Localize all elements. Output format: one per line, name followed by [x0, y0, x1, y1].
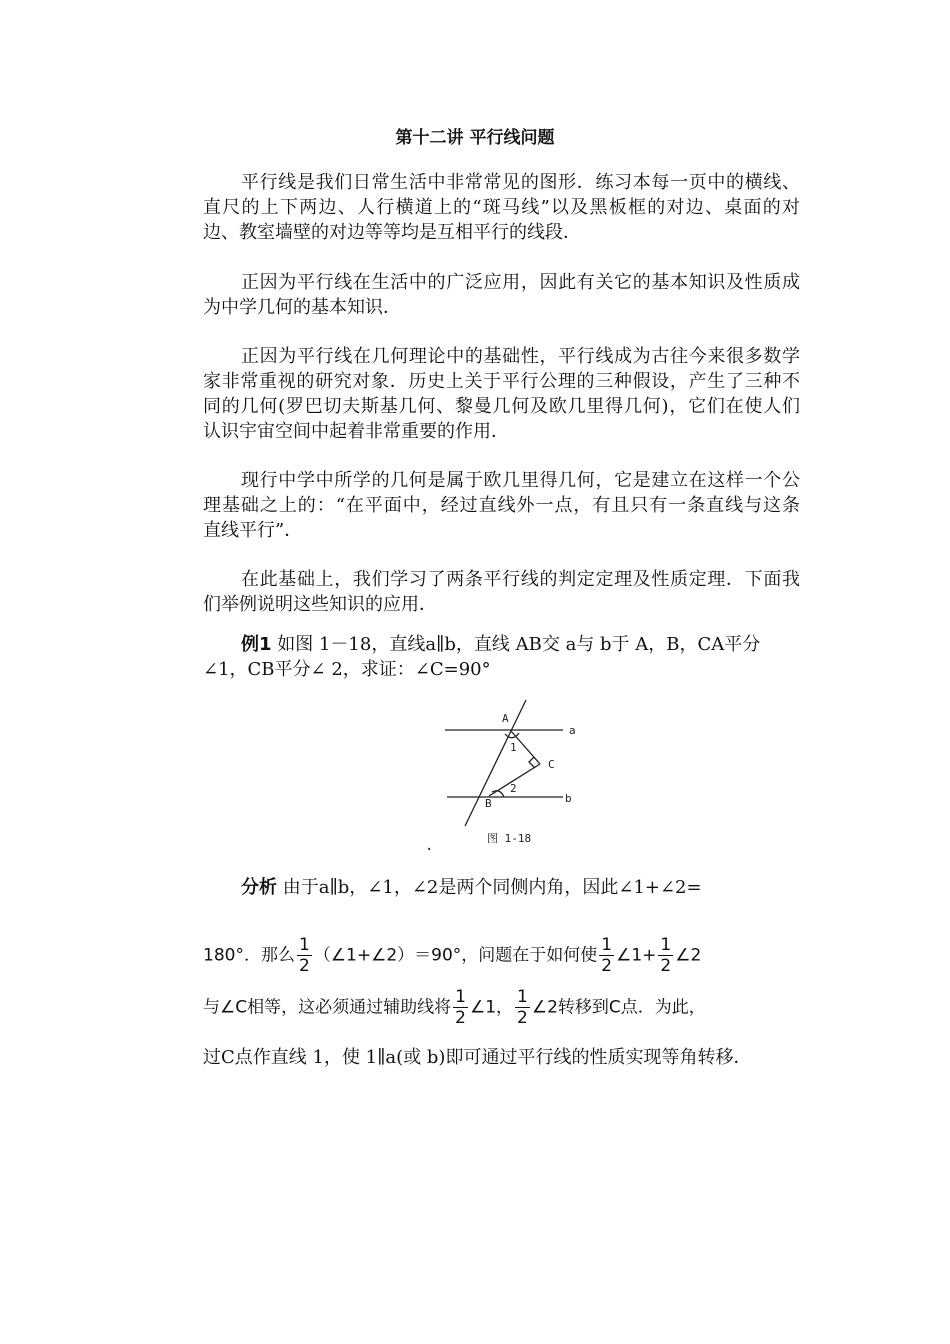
stray-dot: . — [425, 838, 434, 854]
paragraph-line: 认识宇宙空间中起着非常重要的作用． — [203, 421, 509, 442]
paragraph-line: 为中学几何的基本知识． — [203, 297, 401, 318]
analysis-line — [203, 876, 800, 900]
fraction-half: $\frac{1}{2}$ — [517, 987, 528, 1028]
analysis-line — [203, 935, 800, 976]
paragraph-line: 直线平行”． — [203, 520, 303, 541]
page-title: 第十二讲 平行线问题 — [395, 128, 555, 148]
text: ∠2 — [675, 945, 702, 966]
label-C: C — [548, 758, 555, 771]
label-A: A — [502, 712, 509, 725]
paragraph-line: 们举例说明这些知识的应用． — [203, 594, 437, 615]
text: ∠2转移到C点．为此， — [531, 997, 706, 1018]
fraction-half: $\frac{1}{2}$ — [660, 935, 672, 976]
paragraph-line: 理基础之上的：“在平面中，经过直线外一点，有且只有一条直线与这条 — [203, 495, 800, 516]
fraction-half: $\frac{1}{2}$ — [601, 935, 613, 976]
paragraph-line: 正因为平行线在生活中的广泛应用，因此有关它的基本知识及性质成 — [241, 272, 800, 293]
label-b: b — [565, 792, 572, 805]
example-line: ∠1，CB平分∠ 2，求证：∠C=90° — [203, 659, 491, 680]
analysis-line: 过C点作直线 1，使 1∥a(或 b)即可通过平行线的性质实现等角转移． — [203, 1047, 752, 1068]
fraction-half: $\frac{1}{2}$ — [455, 987, 466, 1028]
analysis-text: 由于a∥b，∠1，∠2是两个同侧内角，因此∠1+∠2= — [277, 877, 702, 898]
angle-2-label: 2 — [510, 782, 517, 795]
text: ∠1， — [469, 997, 514, 1018]
example-text: 如图 1－18，直线a∥b，直线 AB交 a与 b于 A，B，CA平分 — [271, 634, 761, 655]
paragraph-line: 在此基础上，我们学习了两条平行线的判定定理及性质定理．下面我 — [241, 569, 800, 590]
text: （∠1+∠2）＝90°，问题在于如何使 — [313, 945, 598, 966]
paragraph-line: 正因为平行线在几何理论中的基础性，平行线成为古往今来很多数学 — [241, 346, 800, 367]
figure-caption: 图 1-18 — [487, 832, 532, 845]
paragraph-line: 直尺的上下两边、人行横道上的“斑马线”以及黑板框的对边、桌面的对 — [203, 197, 800, 218]
paragraph-line: 边、教室墙壁的对边等等均是互相平行的线段． — [203, 222, 581, 243]
paragraph-line: 家非常重视的研究对象．历史上关于平行公理的三种假设，产生了三种不 — [203, 371, 800, 392]
label-a: a — [569, 724, 576, 737]
analysis-line — [203, 987, 800, 1028]
text: 180°．那么 — [203, 945, 295, 966]
paragraph-line: 同的几何(罗巴切夫斯基几何、黎曼几何及欧几里得几何)，它们在使人们 — [203, 396, 800, 417]
label-B: B — [485, 797, 492, 810]
example-label: 例1 — [241, 634, 272, 655]
text: ∠1+ — [616, 945, 657, 966]
analysis-label: 分析 — [241, 877, 277, 898]
paragraph-line: 平行线是我们日常生活中非常常见的图形．练习本每一页中的横线、 — [241, 172, 800, 193]
angle-1-label: 1 — [510, 741, 517, 754]
fraction-half: $\frac{1}{2}$ — [298, 935, 310, 976]
paragraph-line: 现行中学中所学的几何是属于欧几里得几何，它是建立在这样一个公 — [241, 470, 800, 491]
text: 与∠C相等，这必须通过辅助线将 — [203, 997, 452, 1018]
